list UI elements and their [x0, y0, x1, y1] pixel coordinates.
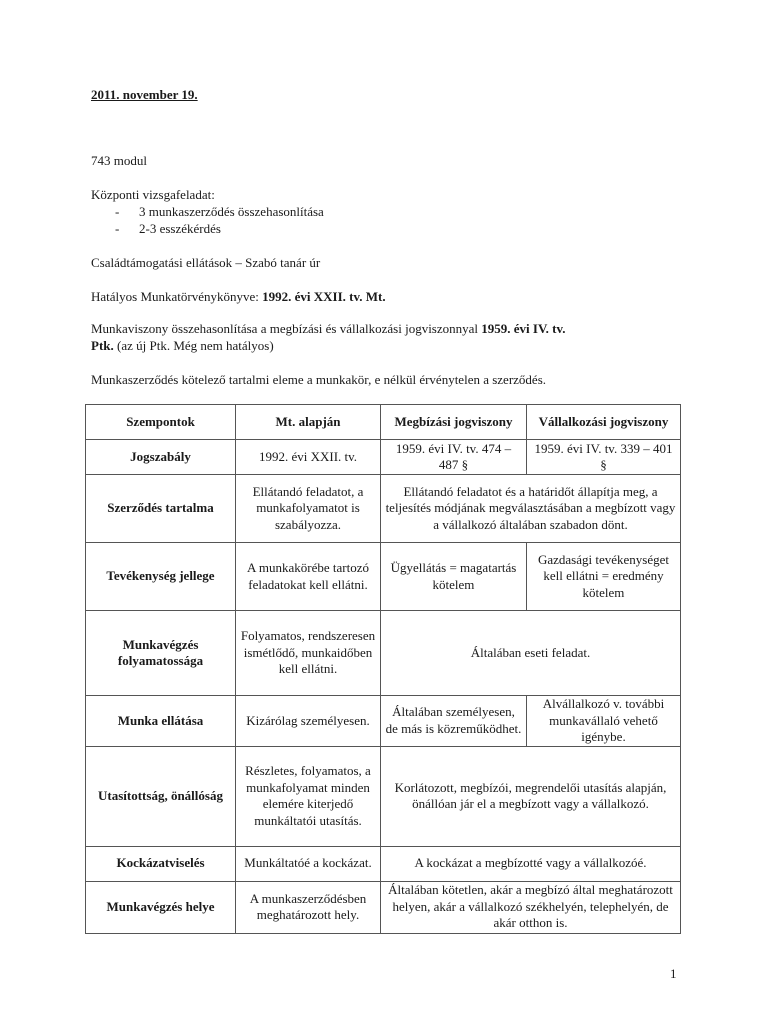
comparison-prefix: Munkaviszony összehasonlítása a megbízási és vállalkozási jogviszonnyal: [91, 321, 482, 336]
row-label: Szerződés tartalma: [86, 475, 236, 543]
table-row: [86, 543, 681, 611]
table-row: [86, 846, 681, 881]
exam-item-text: 2-3 esszékérdés: [139, 221, 221, 236]
cell-mt: Munkáltatóé a kockázat.: [236, 846, 381, 881]
cell-merged: Általában eseti feladat.: [381, 611, 681, 696]
cell-merged: Általában kötetlen, akár a megbízó által meghatározott helyen, akár a vállalkozó székhelyén, telephelyén, de akár otthon is.: [381, 881, 681, 933]
table-header-row: [86, 405, 681, 440]
cell-mt: A munkakörébe tartozó feladatokat kell ellátni.: [236, 543, 381, 611]
cell-merged: Korlátozott, megbízói, megrendelői utasítás alapján, önállóan jár el a megbízott vagy a vállalkozó.: [381, 746, 681, 846]
header-megbizasi: Megbízási jogviszony: [381, 405, 527, 440]
comparison-table: [85, 404, 681, 934]
table-row: [86, 881, 681, 933]
cell-mt: Folyamatos, rendszeresen ismétlődő, munkaidőben kell ellátni.: [236, 611, 381, 696]
table-row: [86, 696, 681, 747]
row-label: Tevékenység jellege: [86, 543, 236, 611]
table-row: [86, 611, 681, 696]
cell-vallalkozasi: Gazdasági tevékenységet kell ellátni = eredmény kötelem: [527, 543, 681, 611]
subject-line: Családtámogatási ellátások – Szabó tanár úr: [91, 255, 321, 270]
page-number: 1: [670, 966, 677, 981]
row-label: Kockázatviselés: [86, 846, 236, 881]
essential-line: Munkaszerződés kötelező tartalmi eleme a munkakör, e nélkül érvénytelen a szerződés.: [91, 372, 547, 387]
cell-merged: A kockázat a megbízotté vagy a vállalkozóé.: [381, 846, 681, 881]
bullet-dash: -: [115, 221, 120, 236]
cell-vallalkozasi: 1959. évi IV. tv. 339 – 401 §: [527, 440, 681, 475]
table-row: [86, 746, 681, 846]
law-line-prefix: Hatályos Munkatörvénykönyve:: [91, 289, 263, 304]
cell-merged: Ellátandó feladatot és a határidőt állapítja meg, a teljesítés módjának megválasztásában a megbízott vagy a vállalkozó általában szabadon dönt.: [381, 475, 681, 543]
header-vallalkozasi: Vállalkozási jogviszony: [527, 405, 681, 440]
cell-mt: Ellátandó feladatot, a munkafolyamatot is szabályozza.: [236, 475, 381, 543]
cell-mt: Kizárólag személyesen.: [236, 696, 381, 747]
cell-mt: 1992. évi XXII. tv.: [236, 440, 381, 475]
cell-megbizasi: 1959. évi IV. tv. 474 – 487 §: [381, 440, 527, 475]
module-number: 743 modul: [91, 153, 147, 168]
exam-item-text: 3 munkaszerződés összehasonlítása: [139, 204, 324, 219]
cell-mt: A munkaszerződésben meghatározott hely.: [236, 881, 381, 933]
row-label: Munka ellátása: [86, 696, 236, 747]
cell-vallalkozasi: Alvállalkozó v. további munkavállaló vehető igénybe.: [527, 696, 681, 747]
row-label: Jogszabály: [86, 440, 236, 475]
law-line: [91, 288, 386, 305]
exam-heading: Központi vizsgafeladat:: [91, 187, 215, 202]
table-row: [86, 440, 681, 475]
comparison-line-2: [91, 337, 274, 354]
comparison-line-1: [91, 320, 566, 337]
cell-mt: Részletes, folyamatos, a munkafolyamat minden elemére kiterjedő munkáltatói utasítás.: [236, 746, 381, 846]
table-row: [86, 475, 681, 543]
cell-megbizasi: Ügyellátás = magatartás kötelem: [381, 543, 527, 611]
header-mt: Mt. alapján: [236, 405, 381, 440]
header-criteria: Szempontok: [86, 405, 236, 440]
comparison-suffix: (az új Ptk. Még nem hatályos): [113, 338, 274, 353]
row-label: Utasítottság, önállóság: [86, 746, 236, 846]
row-label: Munkavégzés folyamatossága: [86, 611, 236, 696]
comparison-bold-2: Ptk.: [91, 338, 114, 353]
document-date: 2011. november 19.: [91, 87, 198, 102]
bullet-dash: -: [115, 204, 120, 219]
cell-megbizasi: Általában személyesen, de más is közreműködhet.: [381, 696, 527, 747]
law-line-bold: 1992. évi XXII. tv. Mt.: [262, 289, 386, 304]
row-label: Munkavégzés helye: [86, 881, 236, 933]
comparison-bold-1: 1959. évi IV. tv.: [481, 321, 566, 336]
